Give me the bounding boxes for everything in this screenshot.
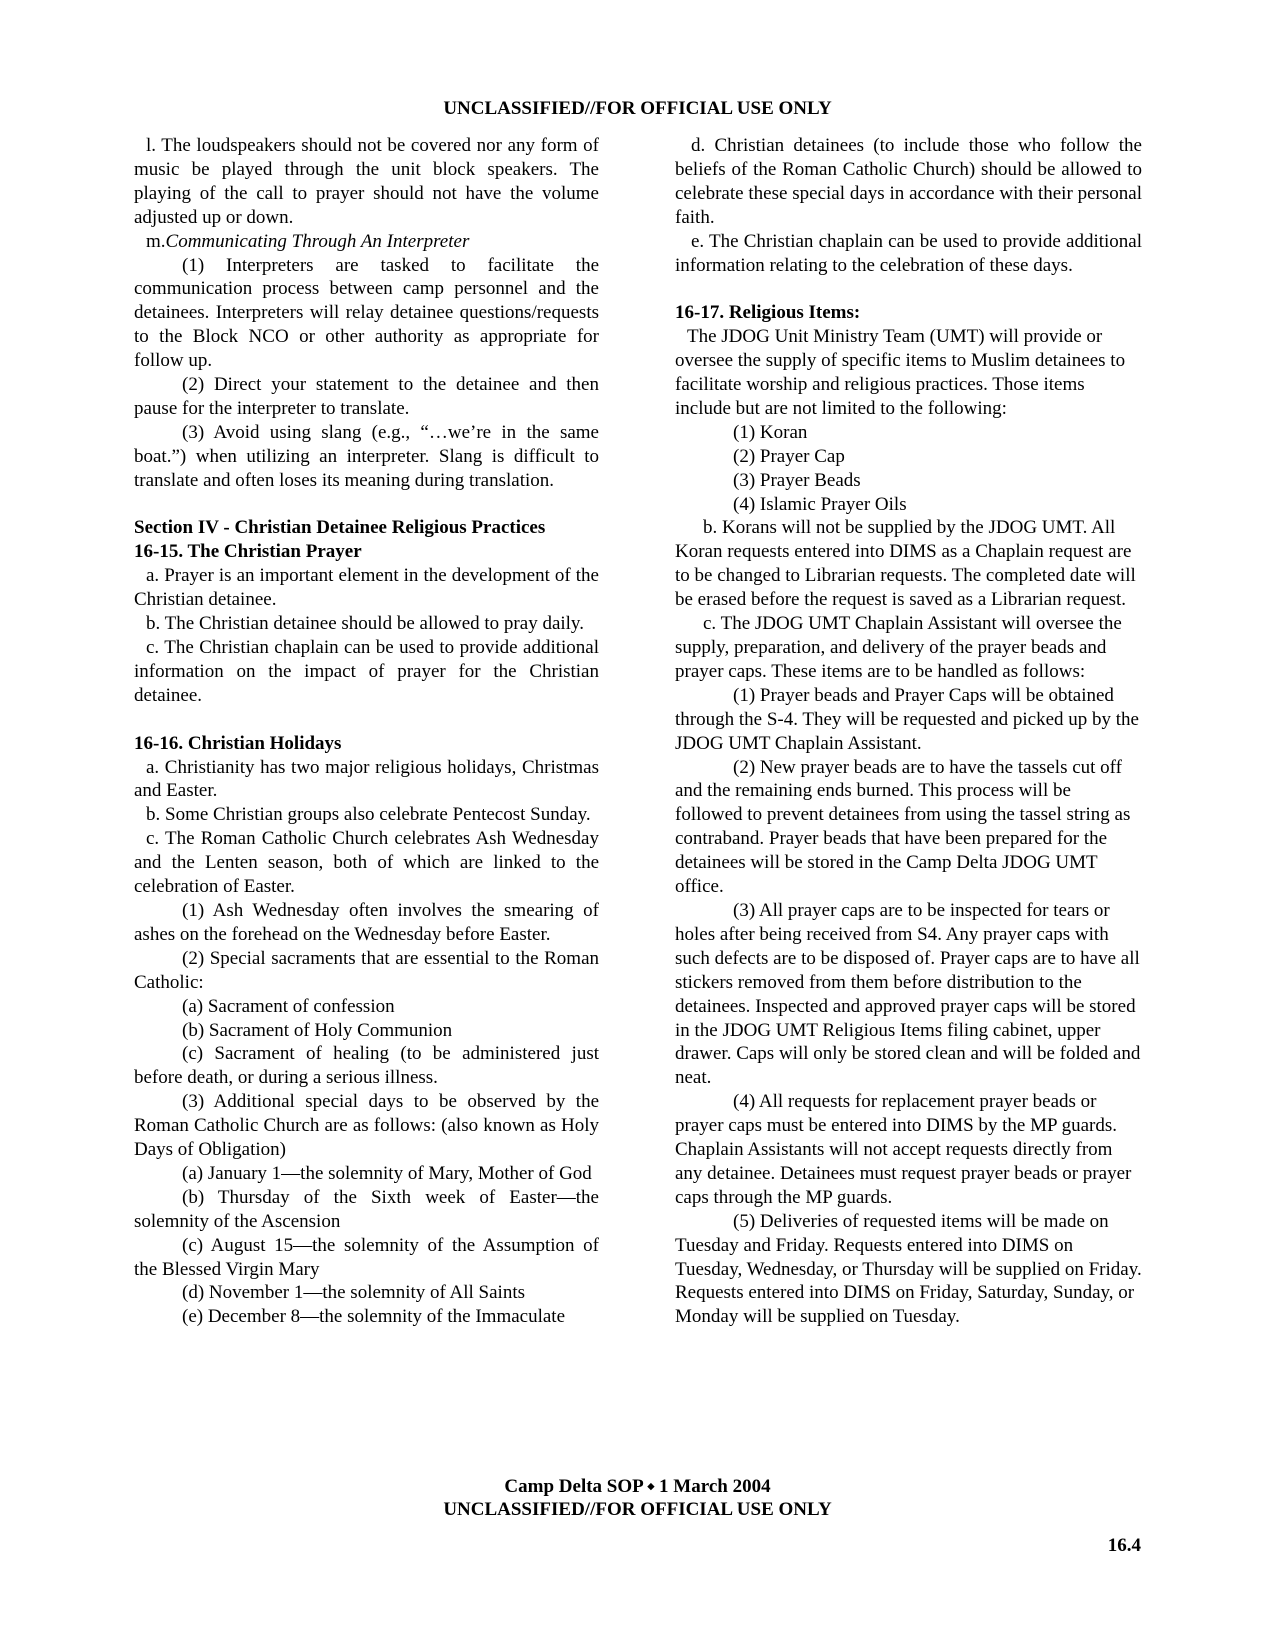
paragraph-c3b: (b) Thursday of the Sixth week of Easter—the solemnity of the Ascension — [134, 1186, 599, 1232]
m-label: m. — [146, 230, 166, 252]
heading-16-17: 16-17. Religious Items: — [675, 302, 861, 324]
list-item: (2) Prayer Cap — [733, 445, 845, 467]
paragraph-17-intro: The JDOG Unit Ministry Team (UMT) will provide or oversee the supply of specific items to Muslim detainees to facilitate worship and religious practices. Those items include but are not limited to the following: — [675, 326, 1126, 419]
footer-title: Camp Delta SOP ⬩ 1 March 2004 — [504, 1476, 771, 1497]
paragraph-m2: (2) Direct your statement to the detainee and then pause for the interpreter to translate. — [134, 374, 599, 419]
paragraph-r4: (4) All requests for replacement prayer beads or prayer caps must be entered into DIMS by the MP guards. Chaplain Assistants will not accept requests directly from any detainee. Detainees must request prayer beads or prayer caps through the MP guards. — [675, 1091, 1132, 1208]
paragraph-16d: d. Christian detainees (to include those who follow the beliefs of the Roman Catholic Church) should be allowed to celebrate these special days in accordance with their personal faith. — [675, 135, 1142, 228]
paragraph-16b: b. Some Christian groups also celebrate Pentecost Sunday. — [146, 804, 591, 826]
paragraph-c1: (1) Ash Wednesday often involves the smearing of ashes on the forehead on the Wednesday before Easter. — [134, 899, 599, 945]
left-column — [134, 134, 599, 1329]
paragraph-c2a: (a) Sacrament of confession — [182, 995, 395, 1017]
heading-16-16: 16-16. Christian Holidays — [134, 732, 342, 754]
section-heading: Section IV - Christian Detainee Religious Practices — [134, 517, 546, 539]
paragraph-16e: e. The Christian chaplain can be used to provide additional information relating to the celebration of these days. — [675, 230, 1142, 276]
right-column — [675, 134, 1142, 1329]
paragraph-c2b: (b) Sacrament of Holy Communion — [182, 1019, 453, 1041]
paragraph-c2c: (c) Sacrament of healing (to be administered just before death, or during a serious illness. — [134, 1043, 599, 1089]
header-classification: UNCLASSIFIED//FOR OFFICIAL USE ONLY — [443, 98, 832, 119]
paragraph-c3: (3) Additional special days to be observed by the Roman Catholic Church are as follows: (also known as Holy Days of Obligation) — [134, 1091, 599, 1161]
paragraph-c3e: (e) December 8—the solemnity of the Immaculate — [182, 1306, 566, 1328]
paragraph-16a: a. Christianity has two major religious holidays, Christmas and Easter. — [134, 756, 599, 802]
paragraph-17c: c. The JDOG UMT Chaplain Assistant will oversee the supply, preparation, and delivery of the prayer beads and prayer caps. These items are to be handled as follows: — [675, 613, 1122, 682]
paragraph-r2: (2) New prayer beads are to have the tassels cut off and the remaining ends burned. This process will be followed to prevent detainees from using the tassel string as contraband. Prayer beads that have been prepared for the detainees will be stored in the Camp Delta JDOG UMT office. — [675, 756, 1131, 898]
list-item: (1) Koran — [733, 421, 808, 443]
footer-classification: UNCLASSIFIED//FOR OFFICIAL USE ONLY — [443, 1499, 832, 1520]
paragraph-c3c: (c) August 15—the solemnity of the Assumption of the Blessed Virgin Mary — [134, 1234, 599, 1280]
m-title: Communicating Through An Interpreter — [165, 230, 470, 252]
paragraph-r1: (1) Prayer beads and Prayer Caps will be obtained through the S-4. They will be requested and picked up by the JDOG UMT Chaplain Assistant. — [675, 684, 1139, 754]
paragraph-c2: (2) Special sacraments that are essential to the Roman Catholic: — [134, 947, 599, 993]
paragraph-r3: (3) All prayer caps are to be inspected for tears or holes after being received from S4. Any prayer caps with such defects are to be disposed of. Prayer caps are to have all stickers removed from them before distribution to the detainees. Inspected and approved prayer caps will be stored in the JDOG UMT Religious Items filing cabinet, upper drawer. Caps will only be stored clean and will be folded and neat. — [675, 899, 1141, 1089]
list-item: (3) Prayer Beads — [733, 469, 861, 491]
list-item: (4) Islamic Prayer Oils — [733, 493, 907, 515]
paragraph-15b: b. The Christian detainee should be allowed to pray daily. — [146, 613, 584, 635]
paragraph-15c: c. The Christian chaplain can be used to provide additional information on the impact of prayer for the Christian detainee. — [134, 637, 599, 706]
paragraph-m1: (1) Interpreters are tasked to facilitate the communication process between camp personnel and the detainees. Interpreters will relay detainee questions/requests to the Block NCO or other authority as appropriate for follow up. — [134, 254, 599, 372]
paragraph-15a: a. Prayer is an important element in the development of the Christian detainee. — [134, 565, 599, 611]
paragraph-r5: (5) Deliveries of requested items will be made on Tuesday and Friday. Requests entered into DIMS on Tuesday, Wednesday, or Thursday will be supplied on Friday. Requests entered into DIMS on Friday, Saturday, Sunday, or Monday will be supplied on Tuesday. — [675, 1210, 1142, 1328]
paragraph-m3: (3) Avoid using slang (e.g., “…we’re in the same boat.”) when utilizing an interpreter. Slang is difficult to translate and often loses its meaning during translation. — [134, 421, 599, 491]
paragraph-17b: b. Korans will not be supplied by the JDOG UMT. All Koran requests entered into DIMS as a Chaplain request are to be changed to Librarian requests. The completed date will be erased before the request is saved as a Librarian request. — [675, 517, 1136, 611]
heading-16-15: 16-15. The Christian Prayer — [134, 541, 362, 563]
paragraph-c3d: (d) November 1—the solemnity of All Saints — [182, 1282, 526, 1304]
heading-m — [134, 230, 599, 254]
page-number: 16.4 — [1107, 1535, 1141, 1556]
paragraph-c3a: (a) January 1—the solemnity of Mary, Mother of God — [182, 1162, 592, 1184]
paragraph-16c: c. The Roman Catholic Church celebrates Ash Wednesday and the Lenten season, both of which are linked to the celebration of Easter. — [134, 828, 599, 898]
paragraph-l: l. The loudspeakers should not be covered nor any form of music be played through the unit block speakers. The playing of the call to prayer should not have the volume adjusted up or down. — [134, 135, 599, 228]
